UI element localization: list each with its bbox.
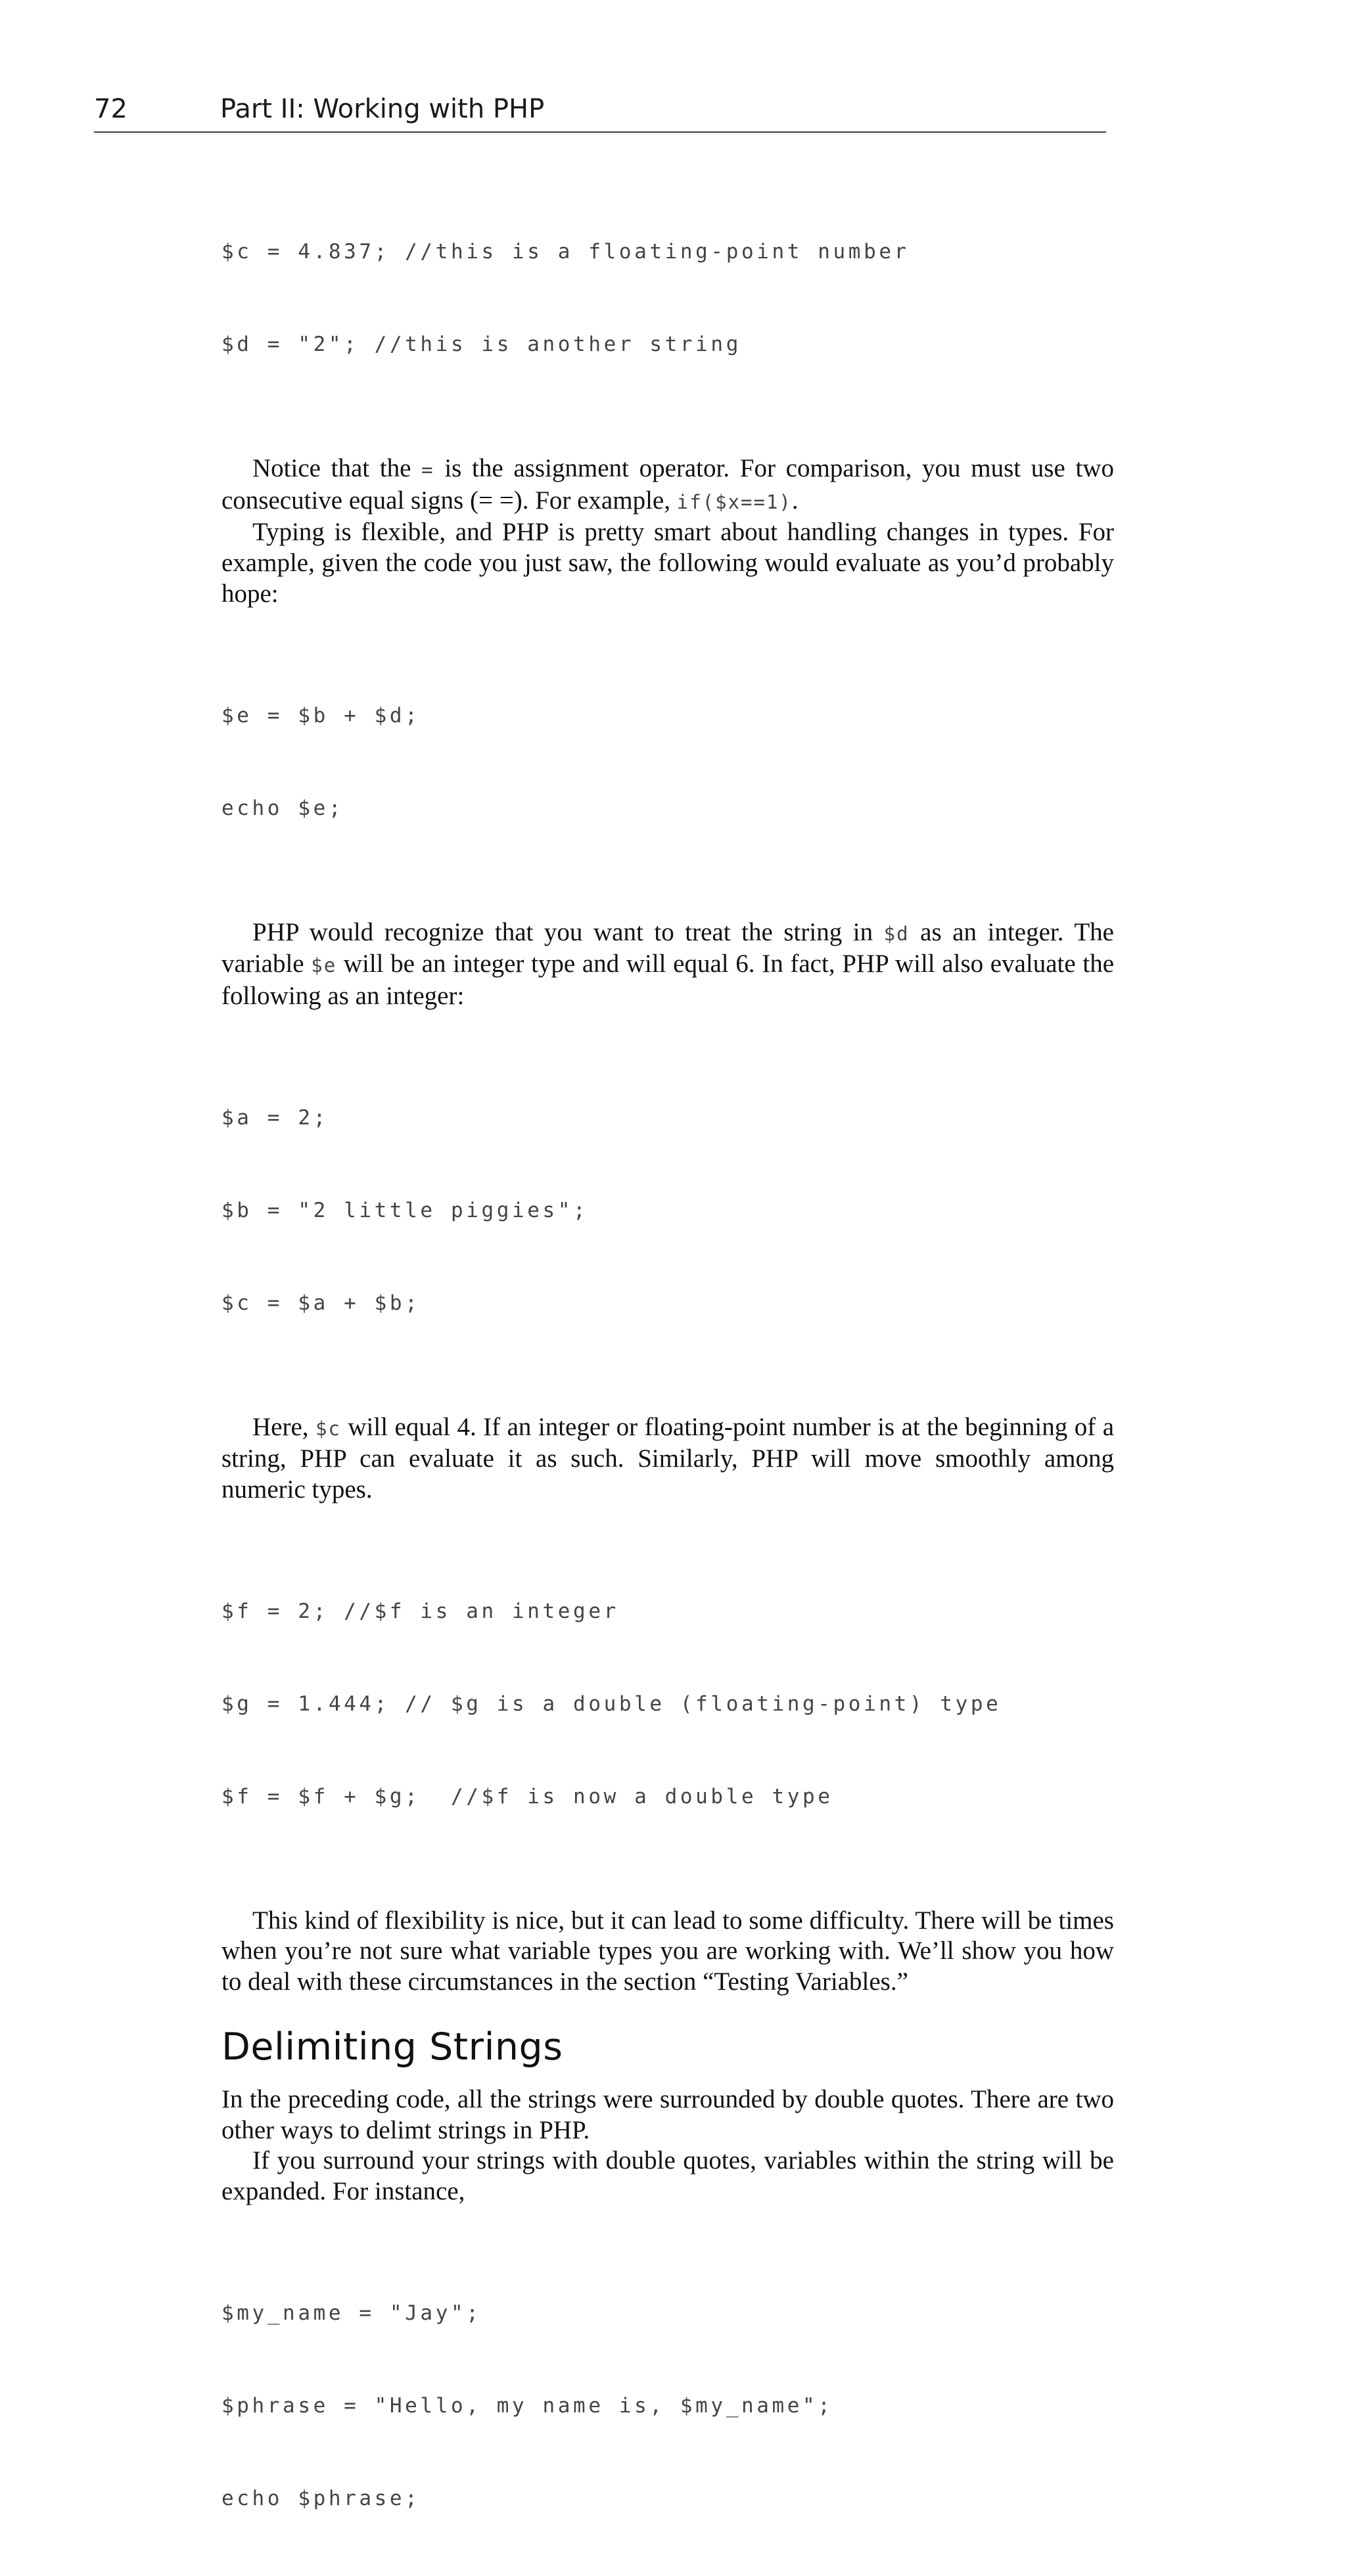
page-number: 72 [94,94,128,124]
header-rule [94,131,1106,133]
code-line: $f = 2; //$f is an integer [221,1599,619,1623]
code-line: $b = "2 little piggies"; [221,1198,589,1222]
code-line: $c = $a + $b; [221,1291,421,1315]
code-line: $phrase = "Hello, my name is, $my_name"; [221,2393,833,2418]
paragraph-php-recognize [221,917,1114,1012]
code-line: $g = 1.444; // $g is a double (floating-point) type [221,1691,1002,1716]
paragraph-text: is the assignment operator. For comparison, you must use two consecutive equal signs (= =). For example, [221,454,1114,515]
paragraph-double-quotes: If you surround your strings with double quotes, variables within the string will be expanded. For instance, [221,2146,1114,2205]
code-line: $c = 4.837; //this is a floating-point number [221,240,910,264]
paragraph-typing-flexible: Typing is flexible, and PHP is pretty smart about handling changes in types. For example, given the code you just saw, the following would evaluate as you’d probably hope: [221,518,1114,608]
running-title: Part II: Working with PHP [220,94,545,124]
paragraph-flexibility: This kind of flexibility is nice, but it can lead to some difficulty. There will be times when you’re not sure what variable types you are working with. We’ll show you how to deal with these circumstances in the section “Testing Variables.” [221,1906,1114,1996]
inline-code: $d [883,922,910,945]
page-body [221,175,1114,2576]
code-line: echo $phrase; [221,2486,421,2510]
inline-code: = [421,459,434,481]
code-line: $f = $f + $g; //$f is now a double type [221,1784,833,1808]
code-block-1 [221,175,1114,422]
paragraph-text: will equal 4. If an integer or floating-point number is at the beginning of a string, PHP can evaluate it as such. Similarly, PHP will move smoothly among numeric types. [221,1412,1114,1504]
code-line: $my_name = "Jay"; [221,2301,482,2325]
inline-code: $c [315,1417,341,1440]
code-line: $a = 2; [221,1105,329,1130]
paragraph-assignment-operator [221,453,1114,517]
code-block-2 [221,639,1114,886]
paragraph-preceding-code: In the preceding code, all the strings were surrounded by double quotes. There are two other ways to delimt strings in PHP. [221,2084,1114,2144]
section-heading: Delimiting Strings [221,2025,563,2069]
code-block-4 [221,1534,1114,1874]
code-line: $d = "2"; //this is another string [221,333,741,356]
code-block-3 [221,1041,1114,1381]
code-block-5 [221,2236,1114,2576]
code-line: $e = $b + $d; [221,703,421,727]
paragraph-text: PHP would recognize that you want to treat the string in [252,917,884,946]
paragraph-c-equals-four [221,1412,1114,1506]
paragraph-text: as an integer. The variable [221,917,1114,978]
inline-code: if($x==1) [676,490,792,513]
paragraph-text: . [791,486,799,515]
paragraph-text: will be an integer type and will equal 6. In fact, PHP will also evaluate the following as an integer: [221,950,1115,1010]
code-line: echo $e; [221,796,344,820]
paragraph-text: Notice that the [252,454,422,482]
paragraph-text: Here, [252,1412,315,1441]
inline-code: $e [311,954,337,977]
